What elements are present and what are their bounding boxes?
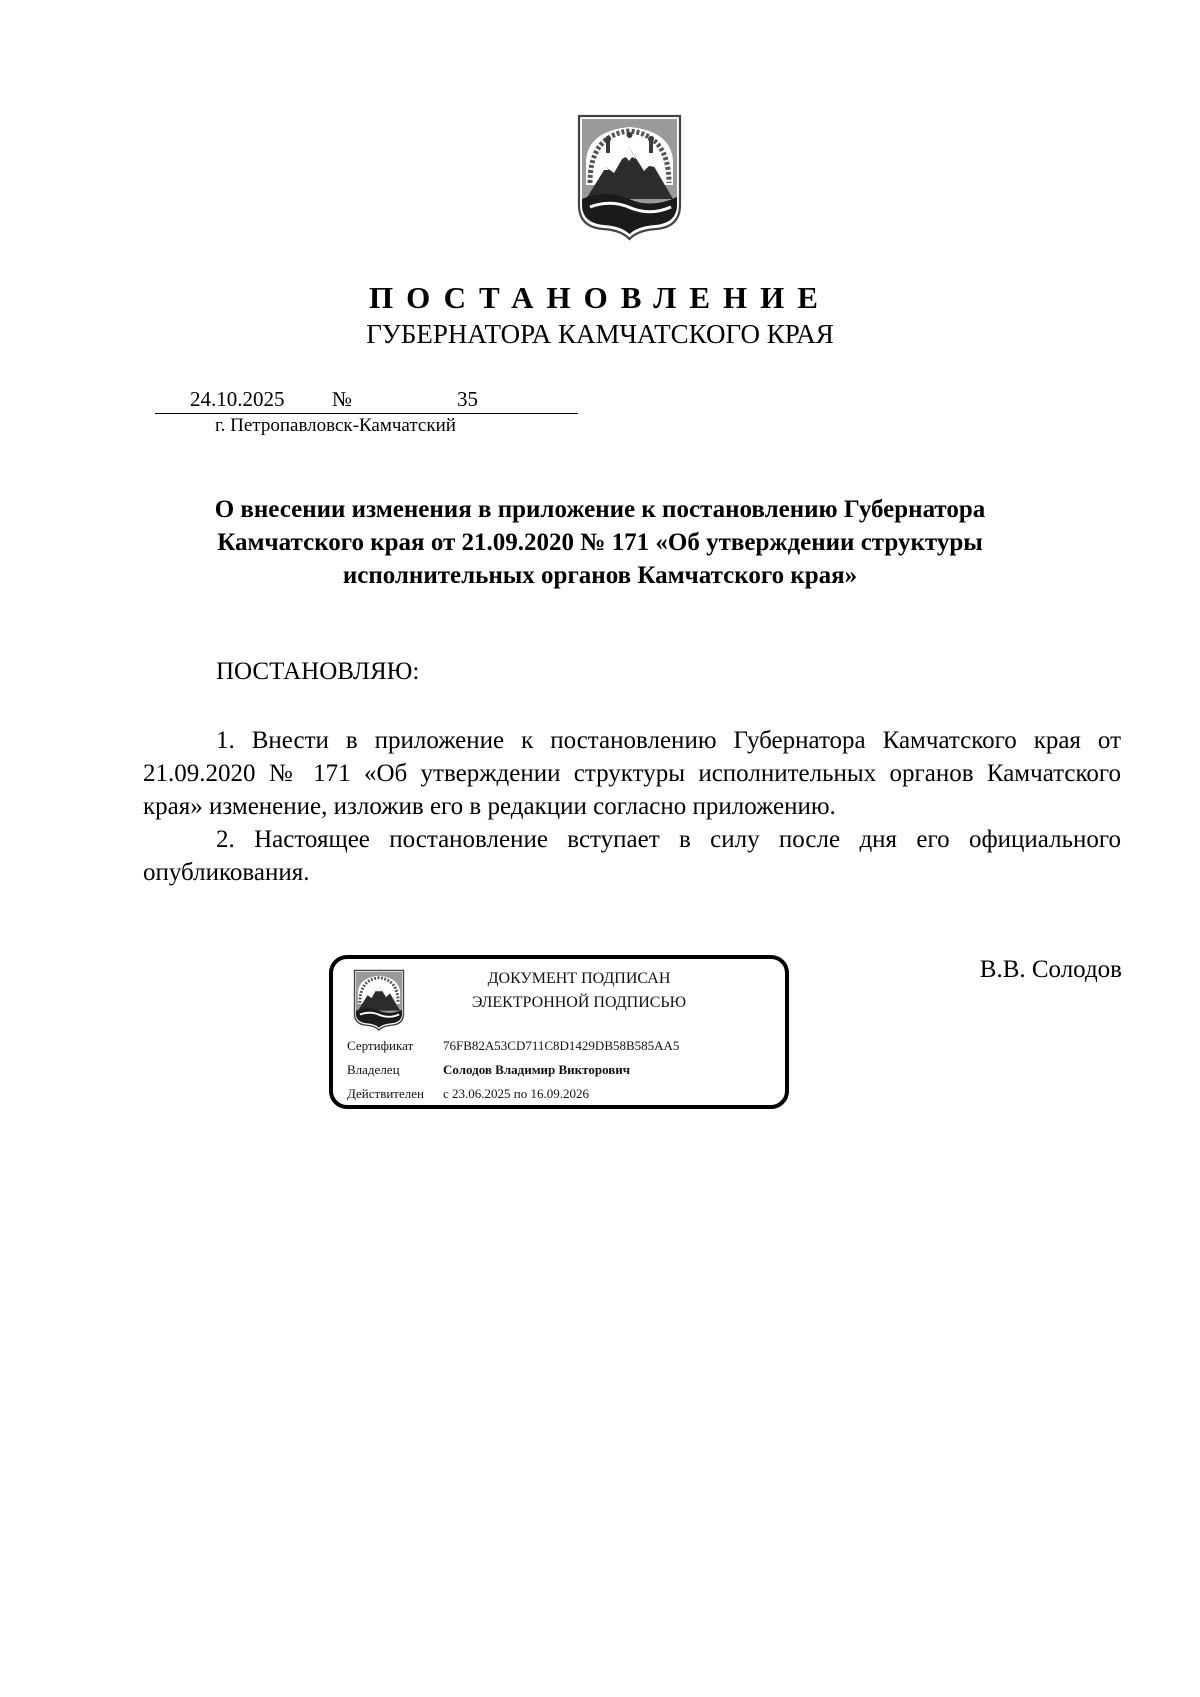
electronic-signature-stamp — [329, 955, 789, 1109]
body-paragraph-1: 1. Внести в приложение к постановлению Губернатора Камчатского края от 21.09.2020 № 171 «Об утверждении структуры исполнительных органов Камчатского края» изменение, изложив его в редакции согласно приложению. — [143, 727, 1121, 820]
stamp-title-line: ЭЛЕКТРОННОЙ ПОДПИСЬЮ — [471, 994, 687, 1011]
stamp-owner-row — [347, 1061, 630, 1079]
stamp-certificate-row — [347, 1037, 679, 1055]
subject-line: исполнительных органов Камчатского края» — [342, 562, 858, 589]
owner-label: Владелец — [347, 1062, 400, 1077]
registration-line — [155, 383, 578, 414]
document-body — [143, 724, 1121, 889]
stamp-title-line: ДОКУМЕНТ ПОДПИСАН — [487, 970, 671, 987]
issue-city: г. Петропавловск-Камчатский — [215, 415, 456, 436]
document-subject — [150, 493, 1050, 592]
subject-line: Камчатского края от 21.09.2020 № 171 «Об утверждении структуры — [217, 529, 983, 556]
certificate-value: 76FB82A53CD711C8D1429DB58B585AA5 — [443, 1038, 680, 1053]
issuer-title: ГУБЕРНАТОРА КАМЧАТСКОГО КРАЯ — [366, 319, 834, 349]
owner-value: Солодов Владимир Викторович — [443, 1062, 631, 1077]
validity-label: Действителен — [347, 1086, 424, 1101]
document-number: 35 — [457, 387, 478, 411]
kamchatka-coat-of-arms-icon — [353, 969, 405, 1031]
number-sign: № — [332, 387, 353, 411]
stamp-validity-row — [347, 1085, 589, 1103]
signer-name: В.В. Солодов — [979, 956, 1122, 983]
certificate-label: Сертификат — [347, 1038, 414, 1053]
stamp-title — [429, 967, 729, 1015]
validity-value: с 23.06.2025 по 16.09.2026 — [443, 1086, 589, 1101]
body-paragraph-2: 2. Настоящее постановление вступает в силу после дня его официального опубликования. — [143, 826, 1121, 886]
decree-word: ПОСТАНОВЛЯЮ: — [216, 658, 420, 685]
document-type-title: ПОСТАНОВЛЕНИЕ — [369, 280, 831, 315]
subject-line: О внесении изменения в приложение к постановлению Губернатора — [214, 496, 986, 523]
document-date: 24.10.2025 — [190, 387, 285, 411]
kamchatka-coat-of-arms-icon — [576, 113, 683, 241]
